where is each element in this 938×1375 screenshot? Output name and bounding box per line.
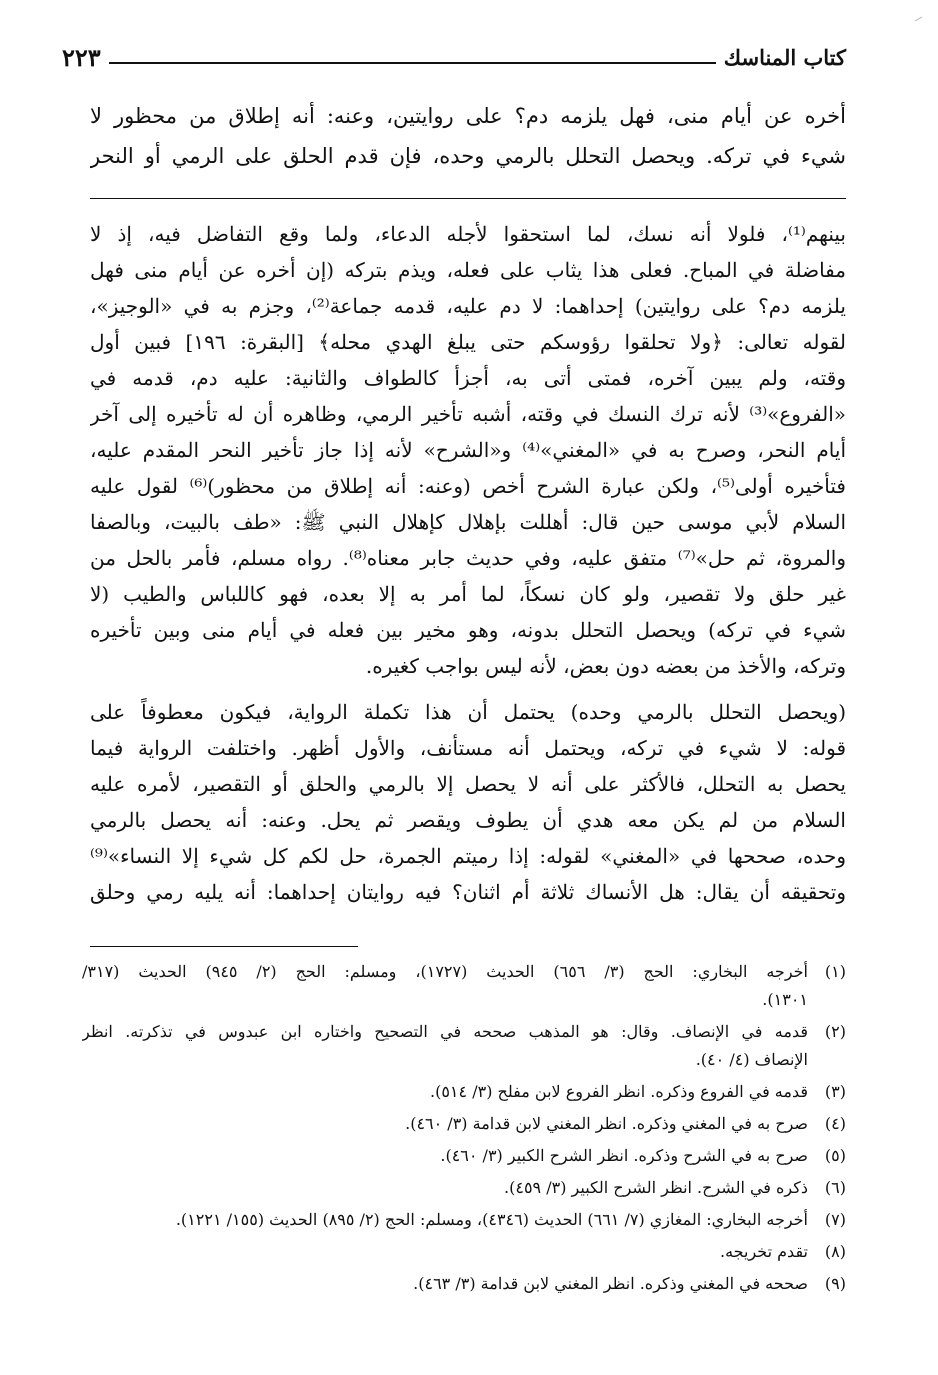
- footnote-line: قدمه في الإنصاف. وقال: هو المذهب صححه في التصحيح واختاره ابن عبدوس في تذكرته. انظر: [82, 1022, 808, 1041]
- running-header: [62, 40, 846, 74]
- commentary-line: وتركه، والأخذ من بعضه دون بعض، لأنه ليس بواجب كغيره.: [365, 654, 846, 678]
- header-rule: [109, 62, 716, 64]
- commentary-line: وقته، ولم يبين آخره، فمتى أتى به، أجزأ كالطواف والثانية: عليه دم، قدمه في: [90, 366, 846, 390]
- commentary-line: غير حلق ولا تقصير، ولو كان نسكاً، لما أمر به إلا بعده، فهو كاللباس والطيب (لا: [90, 582, 846, 606]
- footnote-line: ذكره في الشرح. انظر الشرح الكبير (٣/ ٤٥٩).: [504, 1178, 808, 1197]
- footnote-5: [82, 1142, 846, 1170]
- commentary-paragraph-2: [90, 694, 846, 910]
- footnote-text: [82, 1142, 808, 1170]
- footnote-text: [82, 1238, 808, 1266]
- commentary-line: «الفروع»⁽³⁾ لأنه ترك النسك في وقته، أشبه تأخير الرمي، وظاهره أن له تأخيره إلى آخر: [90, 402, 846, 426]
- commentary-line: قوله: لا شيء في تركه، ويحتمل أنه مستأنف، والأول أظهر. واختلفت الرواية فيما: [90, 736, 846, 760]
- footnote-2: [82, 1018, 846, 1074]
- footnote-6: [82, 1174, 846, 1202]
- footnote-text: [82, 1174, 808, 1202]
- footnote-divider: [90, 946, 358, 947]
- footnote-line: قدمه في الفروع وذكره. انظر الفروع لابن مفلح (٣/ ٥١٤).: [430, 1082, 808, 1101]
- footnote-line: صححه في المغني وذكره. انظر المغني لابن قدامة (٣/ ٤٦٣).: [413, 1274, 808, 1293]
- commentary-line: وتحقيقه أن يقال: هل الأنساك ثلاثة أم اثنان؟ فيه روايتان إحداهما: أنه يليه رمي وحلق: [90, 880, 846, 904]
- main-text: [90, 96, 846, 176]
- footnote-line: تقدم تخريجه.: [720, 1242, 808, 1261]
- footnote-1: [82, 958, 846, 1014]
- footnote-line: أخرجه البخاري: الحج (٣/ ٦٥٦) الحديث (١٧٢٧)، ومسلم: الحج (٢/ ٩٤٥) الحديث (٣١٧/: [82, 962, 808, 981]
- commentary-line: وحده، صححها في «المغني» لقوله: إذا رميتم الجمرة، حل لكم كل شيء إلا النساء»⁽⁹⁾: [90, 844, 846, 868]
- commentary-line: والمروة، ثم حل»⁽⁷⁾ متفق عليه، وفي حديث جابر معناه⁽⁸⁾. رواه مسلم، فأمر بالحل من: [90, 546, 846, 570]
- footnote-text: [82, 1206, 808, 1234]
- footnote-number: (٩): [824, 1274, 846, 1293]
- header-title: كتاب المناسك: [723, 45, 846, 70]
- footnote-text: [82, 1270, 808, 1298]
- footnote-3: [82, 1078, 846, 1106]
- footnote-4: [82, 1110, 846, 1138]
- commentary-line: السلام من لم يكن معه هدي أن يطوف ويقصر ثم يحل. وعنه: أنه يحصل بالرمي: [90, 808, 846, 832]
- page-number: ٢٢٣: [62, 43, 101, 72]
- commentary-paragraph-1: [90, 216, 846, 684]
- commentary-line: شيء في تركه) ويحصل التحلل بدونه، وهو مخير بين فعله في أيام منى وبين تأخيره: [90, 618, 846, 642]
- footnote-number: (٥): [824, 1146, 846, 1165]
- commentary-line: السلام لأبي موسى حين قال: أهللت بإهلال كإهلال النبي ﷺ: «طف بالبيت، وبالصفا: [90, 510, 846, 534]
- footnote-9: [82, 1270, 846, 1298]
- main-text-line: شيء في تركه. ويحصل التحلل بالرمي وحده، فإن قدم الحلق على الرمي أو النحر: [90, 144, 846, 168]
- footnote-line: أخرجه البخاري: المغازي (٧/ ٦٦١) الحديث (٤٣٤٦)، ومسلم: الحج (٢/ ٨٩٥) الحديث (١٥٥/ ١٢٢١).: [175, 1210, 808, 1229]
- corner-mark: [915, 16, 925, 26]
- footnote-line: صرح به في الشرح وذكره. انظر الشرح الكبير (٣/ ٤٦٠).: [440, 1146, 808, 1165]
- main-text-line: أخره عن أيام منى، فهل يلزمه دم؟ على روايتين، وعنه: أنه إطلاق من محظور لا: [90, 104, 846, 128]
- commentary-line: (ويحصل التحلل بالرمي وحده) يحتمل أن هذا تكملة الرواية، فيكون معطوفاً على: [90, 700, 846, 724]
- footnote-8: [82, 1238, 846, 1266]
- footnote-number: (٣): [824, 1082, 846, 1101]
- commentary-line: بينهم⁽¹⁾، فلولا أنه نسك، لما استحقوا لأجله الدعاء، ولما وقع التفاضل فيه، إذ لا: [90, 222, 846, 246]
- commentary-line: مفاضلة في المباح. فعلى هذا يثاب على فعله، ويذم بتركه (إن أخره عن أيام منى فهل: [90, 258, 846, 282]
- commentary-line: أيام النحر، وصرح به في «المغني»⁽⁴⁾ و«الشرح» لأنه إذا جاز تأخير النحر المقدم عليه،: [90, 438, 846, 462]
- commentary-line: يحصل به التحلل، فالأكثر على أنه لا يحصل إلا بالرمي والحلق أو التقصير، لأمره عليه: [90, 772, 846, 796]
- commentary-line: فتأخيره أولى⁽⁵⁾، ولكن عبارة الشرح أخص (وعنه: أنه إطلاق من محظور)⁽⁶⁾ لقول عليه: [90, 474, 846, 498]
- footnote-line: ١٣٠١).: [762, 990, 808, 1009]
- footnote-number: (٦): [824, 1178, 846, 1197]
- footnote-number: (٨): [824, 1242, 846, 1261]
- footnotes: [82, 958, 846, 1302]
- footnote-text: [82, 958, 808, 1014]
- commentary-line: لقوله تعالى: ﴿ولا تحلقوا رؤوسكم حتى يبلغ الهدي محله﴾ [البقرة: ١٩٦] فبين أول: [90, 330, 846, 354]
- footnote-text: [82, 1110, 808, 1138]
- footnote-number: (٤): [824, 1114, 846, 1133]
- main-text-divider: [90, 198, 846, 199]
- footnote-number: (٧): [824, 1210, 846, 1229]
- commentary-line: يلزمه دم؟ على روايتين) إحداهما: لا دم عليه، قدمه جماعة⁽²⁾، وجزم به في «الوجيز»،: [90, 294, 846, 318]
- footnote-7: [82, 1206, 846, 1234]
- footnote-text: [82, 1078, 808, 1106]
- footnote-line: الإنصاف (٤/ ٤٠).: [695, 1050, 808, 1069]
- footnote-text: [82, 1018, 808, 1074]
- footnote-number: (٢): [824, 1022, 846, 1041]
- footnote-line: صرح به في المغني وذكره. انظر المغني لابن قدامة (٣/ ٤٦٠).: [405, 1114, 808, 1133]
- commentary: [90, 216, 846, 910]
- footnote-number: (١): [824, 962, 846, 981]
